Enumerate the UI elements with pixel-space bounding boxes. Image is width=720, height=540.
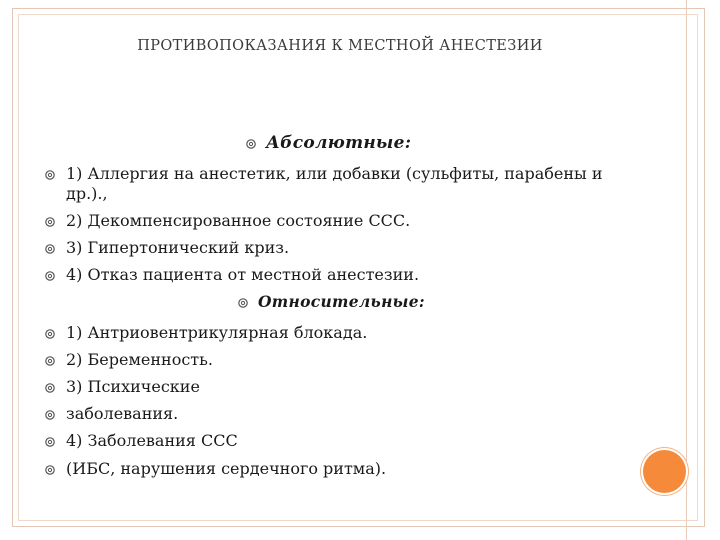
gear-bullet-icon <box>44 464 56 476</box>
absolute-item-1-continued: др.)., <box>66 184 108 203</box>
orange-circle-decoration <box>643 450 686 493</box>
gear-bullet-icon <box>237 297 249 309</box>
relative-item-4: заболевания. <box>66 404 179 423</box>
gear-bullet-icon <box>44 169 56 181</box>
absolute-item-2: 2) Декомпенсированное состояние ССС. <box>66 211 411 230</box>
absolute-heading: Абсолютные: <box>266 133 412 153</box>
gear-bullet-icon <box>44 216 56 228</box>
absolute-item-1: 1) Аллергия на анестетик, или добавки (сульфиты, парабены и <box>66 164 603 183</box>
gear-bullet-icon <box>44 355 56 367</box>
slide-right-border-line <box>686 0 687 540</box>
gear-bullet-icon <box>44 328 56 340</box>
gear-bullet-icon <box>44 270 56 282</box>
gear-bullet-icon <box>245 138 257 150</box>
relative-item-3: 3) Психические <box>66 377 200 396</box>
gear-bullet-icon <box>44 243 56 255</box>
gear-bullet-icon <box>44 409 56 421</box>
gear-bullet-icon <box>44 382 56 394</box>
relative-item-1: 1) Антриовентрикулярная блокада. <box>66 323 368 342</box>
gear-bullet-icon <box>44 436 56 448</box>
relative-item-2: 2) Беременность. <box>66 350 213 369</box>
relative-item-5: 4) Заболевания ССС <box>66 431 238 450</box>
absolute-item-3: 3) Гипертонический криз. <box>66 238 290 257</box>
relative-item-6: (ИБС, нарушения сердечного ритма). <box>66 459 387 478</box>
slide-title: ПРОТИВОПОКАЗАНИЯ К МЕСТНОЙ АНЕСТЕЗИИ <box>137 38 543 54</box>
absolute-item-4: 4) Отказ пациента от местной анестезии. <box>66 265 420 284</box>
relative-heading: Относительные: <box>258 292 425 311</box>
